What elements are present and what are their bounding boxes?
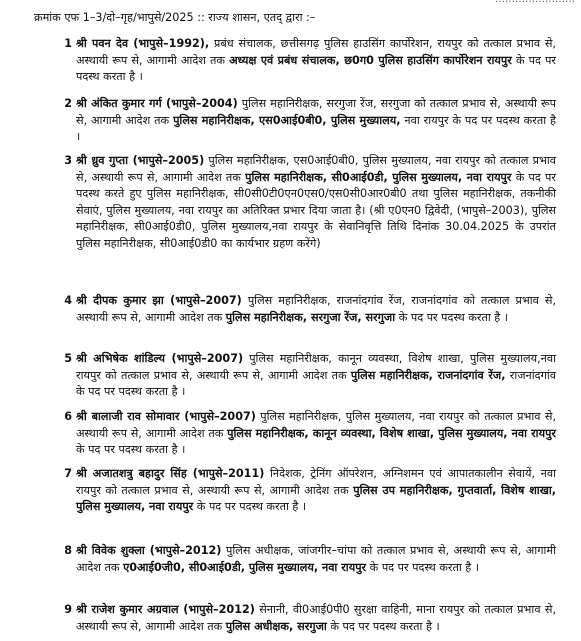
item-text-part-1: पुलिस महानिरीक्षक, कानून व्यवस्था, विशेष शाखा, पुलिस मुख्यालय,नवा रायपुर को तत्काल प्रभाव से, अस्थायी रूप से, आगामी आदेश तक bbox=[76, 352, 556, 382]
officer-name: श्री ध्रुव गुप्ता (भापुसे–2005) bbox=[76, 154, 205, 167]
item-text-part-2: के पद पर पदस्थ करता है । bbox=[76, 53, 557, 84]
item-text bbox=[76, 96, 556, 146]
new-post: पुलिस महानिरीक्षक, कानून व्यवस्था, विशेष शाखा, पुलिस मुख्यालय, नवा रायपुर bbox=[227, 426, 556, 440]
item-text-part-2: नवा रायपुर के पद पर पदस्थ करता है । bbox=[76, 113, 556, 144]
item-text-part-2: के पद पर पदस्थ करता है । bbox=[193, 500, 307, 514]
item-text-part-1: पुलिस महानिरीक्षक, एस0आई0बी0, पुलिस मुख्यालय, नवा रायपुर को तत्काल प्रभाव से, अस्थायी रूप से, आगामी आदेश तक bbox=[76, 154, 556, 184]
item-text-part-2: के पद पर पदस्थ करता है । bbox=[326, 619, 440, 633]
item-text-part-1: प्रबंध संचालक, छत्तीसगढ़ पुलिस हाउसिंग कार्पोरेशन, रायपुर को तत्काल प्रभाव से, अस्थायी रूप से, आगामी आदेश तक bbox=[76, 37, 556, 67]
item-text-part-2: के पद पर पदस्थ करते हुए पुलिस महानिरीक्षक, सी0सी0टी0एन0एस0/एस0सी0आर0बी0 तथा पुलिस महानिरीक्षक, तकनीकी सेवाएं, पुलिस मुख्यालय, नवा रायपुर का अतिरिक्त प्रभार दिया जाता है। (श्री ए0एन0 द्विवेदी, (भापुसे–2003), पुलिस महानिरीक्षक, सी0आई0डी0, पुलिस मुख्यालय,नवा रायपुर के सेवानिवृत्ति तिथि दिनांक 30.04.2025 के उपरांत पुलिस महानिरीक्षक, सी0आई0डी0 का कार्यभार ग्रहण करेंगे) bbox=[76, 170, 556, 250]
officer-name: श्री दीपक कुमार झा (भापुसे–2007) bbox=[76, 294, 242, 307]
item-text-part-1: पुलिस महानिरीक्षक, पुलिस मुख्यालय, नवा रायपुर को तत्काल प्रभाव से, अस्थायी रूप से, आगामी आदेश तक bbox=[76, 410, 556, 440]
item-text bbox=[76, 409, 556, 459]
order-reference: क्रमांक एफ 1–3/दो–गृह/भापुसे/2025 bbox=[34, 11, 194, 24]
item-text bbox=[76, 153, 556, 253]
item-text bbox=[76, 543, 556, 576]
item-text-part-1: निदेशक, ट्रेनिंग ऑपरेशन, अग्निशमन एवं आपातकालीन सेवायें, नवा रायपुर को तत्काल प्रभाव से, अस्थायी रूप से, आगामी आदेश तक bbox=[76, 467, 556, 497]
item-number: 9 bbox=[64, 603, 72, 616]
item-text-part-2: राजनांदगांव के पद पर पदस्थ करता है । bbox=[76, 368, 557, 399]
officer-name: श्री राजेश कुमार अग्रवाल (भापुसे–2012) bbox=[76, 603, 255, 616]
new-post: पुलिस महानिरीक्षक, सरगुजा रेंज, सरगुजा bbox=[225, 310, 396, 324]
new-post: पुलिस अधीक्षक, सरगुजा bbox=[225, 619, 327, 633]
officer-name: श्री विवेक शुक्ला (भापुसे–2012) bbox=[76, 544, 222, 557]
item-text-part-2: के पद पर पदस्थ करता है । bbox=[395, 310, 509, 324]
new-post: पुलिस महानिरीक्षक, राजनांदगांव रेंज, bbox=[350, 368, 506, 382]
item-number: 5 bbox=[64, 352, 72, 365]
officer-name: श्री बालाजी राव सोमावार (भापुसे–2007) bbox=[76, 410, 256, 423]
officer-name: श्री पवन देव (भापुसे–1992), bbox=[76, 37, 210, 50]
officer-name: श्री अंकित कुमार गर्ग (भापुसे–2004) bbox=[76, 97, 238, 110]
item-text-part-1: पुलिस अधीक्षक, जांजगीर–चांपा को तत्काल प्रभाव से, अस्थायी रूप से, आगामी आदेश तक bbox=[76, 544, 556, 574]
item-number: 7 bbox=[64, 467, 72, 480]
order-header bbox=[34, 10, 315, 26]
officer-name: श्री अजातशत्रु बहादुर सिंह (भापुसे–2011) bbox=[76, 467, 265, 480]
item-text-part-1: पुलिस महानिरीक्षक, सरगुजा रेंज, सरगुजा को तत्काल प्रभाव से, अस्थायी रूप से, आगामी आदेश तक bbox=[76, 97, 556, 127]
item-text bbox=[76, 351, 556, 401]
new-post: ए0आई0जी0, सी0आई0डी, पुलिस मुख्यालय, नवा रायपुर bbox=[123, 560, 367, 574]
item-text bbox=[76, 466, 556, 516]
new-post: पुलिस महानिरीक्षक, एस0आई0बी0, पुलिस मुख्यालय, bbox=[173, 113, 401, 127]
item-number: 1 bbox=[64, 37, 72, 50]
new-post: पुलिस महानिरीक्षक, सी0आई0डी, पुलिस मुख्यालय, नवा रायपुर bbox=[245, 170, 512, 184]
item-text-part-1: सेनानी, वी0आई0पी0 सुरक्षा वाहिनी, माना रायपुर को तत्काल प्रभाव से, अस्थायी रूप से, आगामी आदेश तक bbox=[76, 603, 556, 633]
officer-name: श्री अभिषेक शांडिल्य (भापुसे–2007) bbox=[76, 352, 244, 365]
item-number: 4 bbox=[64, 294, 72, 307]
item-text-part-2: के पद पर पदस्थ करता है । bbox=[366, 560, 480, 574]
item-text-part-2: के पद पर पदस्थ करता है । bbox=[76, 443, 186, 457]
item-text-part-1: पुलिस महानिरीक्षक, राजनांदगांव रेंज, राजनांदगांव को तत्काल प्रभाव से, अस्थायी रूप से, आगामी आदेश तक bbox=[76, 294, 556, 324]
item-text bbox=[76, 36, 556, 86]
new-post: अध्यक्ष एवं प्रबंध संचालक, छ0ग0 पुलिस हाउसिंग कार्पोरेशन रायपुर bbox=[229, 53, 512, 67]
new-post: पुलिस उप महानिरीक्षक, गुप्तवार्ता, विशेष शाखा, पुलिस मुख्यालय, नवा रायपुर bbox=[76, 483, 557, 514]
item-number: 3 bbox=[64, 154, 72, 167]
item-number: 6 bbox=[64, 410, 72, 423]
order-header-suffix: :: राज्य शासन, एतद् द्वारा :– bbox=[193, 11, 316, 24]
item-text bbox=[76, 293, 556, 326]
top-cut-fragment bbox=[495, 0, 575, 5]
item-number: 8 bbox=[64, 544, 72, 557]
item-number: 2 bbox=[64, 97, 72, 110]
item-text bbox=[76, 602, 556, 635]
